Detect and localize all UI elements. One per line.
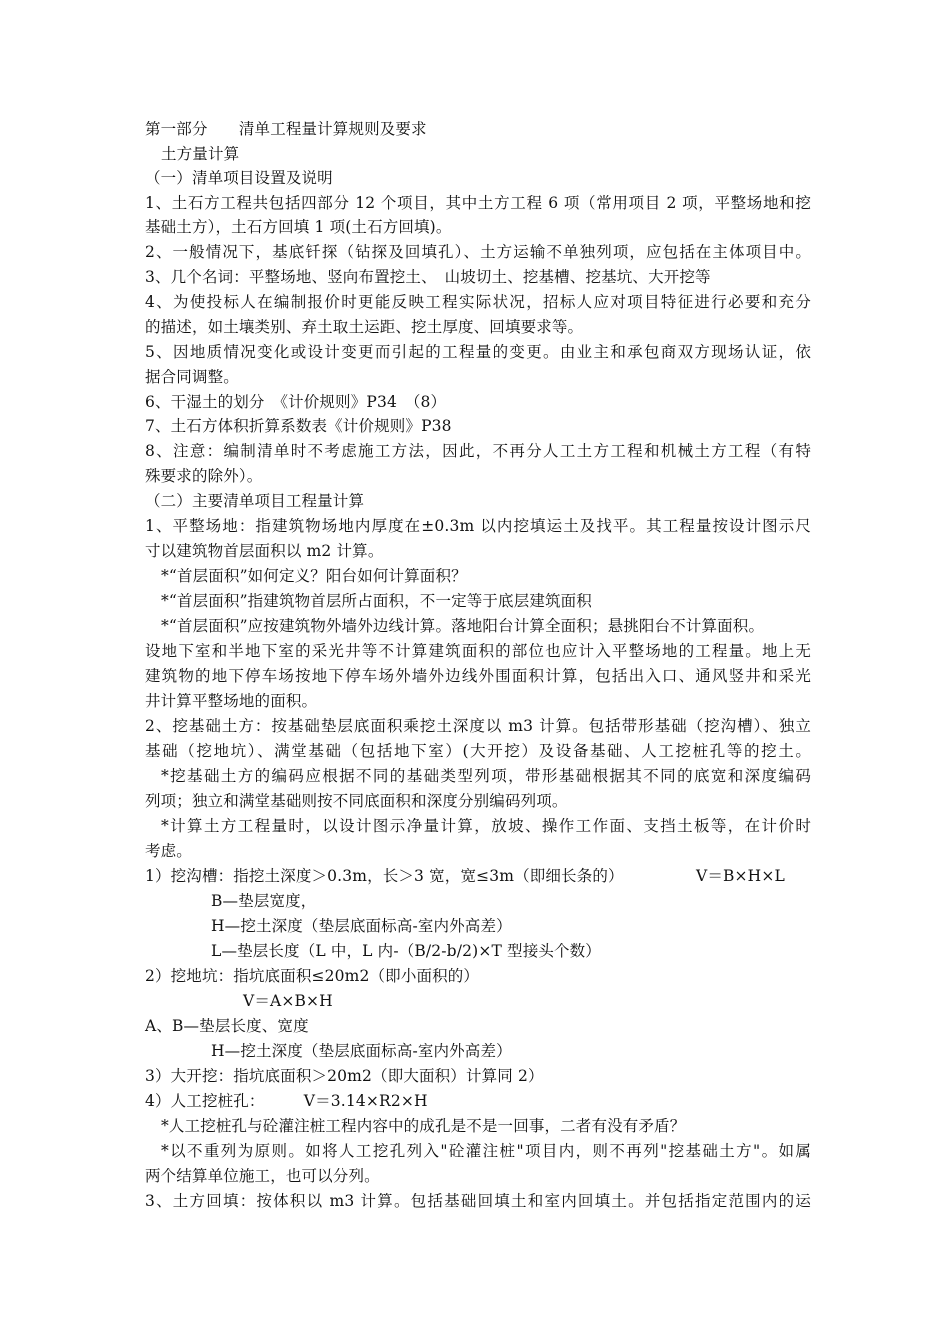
note-line: *“首层面积”应按建筑物外墙外边线计算。落地阳台计算全面积；悬挑阳台不计算面积。 bbox=[161, 617, 765, 635]
list-item: 3）大开挖：指坑底面积＞20m2（即大面积）计算同 2） bbox=[145, 1067, 544, 1085]
paragraph-line: 3、土方回填：按体积以 m3 计算。包括基础回填土和室内回填土。并包括指定范围内的运 bbox=[145, 1192, 811, 1210]
paragraph-line: 基础（挖地坑）、满堂基础（包括地下室）(大开挖）及设备基础、人工挖桩孔等的挖土。 bbox=[145, 742, 811, 760]
paragraph-line: 考虑。 bbox=[145, 842, 192, 860]
paragraph-line: 寸以建筑物首层面积以 m2 计算。 bbox=[145, 542, 384, 560]
definition-line: B—垫层宽度， bbox=[211, 892, 317, 910]
list-item: 4）人工挖桩孔： V＝3.14×R2×H bbox=[145, 1092, 428, 1110]
paragraph-line: 列项；独立和满堂基础则按不同底面积和深度分别编码列项。 bbox=[145, 792, 568, 810]
paragraph-line: 建筑物的地下停车场按地下停车场外墙外边线外围面积计算，包括出入口、通风竖井和采光 bbox=[145, 667, 811, 685]
note-line: *以不重列为原则。如将人工挖孔列入"砼灌注桩"项目内，则不再列"挖基础土方"。如属 bbox=[161, 1142, 811, 1160]
paragraph-line: 井计算平整场地的面积。 bbox=[145, 692, 318, 710]
paragraph-line: 2、一般情况下，基底钎探（钻探及回填孔）、土方运输不单独列项，应包括在主体项目中。 bbox=[145, 243, 811, 261]
definition-line: A、B—垫层长度、宽度 bbox=[145, 1017, 309, 1035]
paragraph-line: 2、挖基础土方：按基础垫层底面积乘挖土深度以 m3 计算。包括带形基础（挖沟槽）、独立 bbox=[145, 717, 811, 735]
note-line: *计算土方工程量时，以设计图示净量计算，放坡、操作工作面、支挡土板等，在计价时 bbox=[161, 817, 811, 835]
subsection-heading: （二）主要清单项目工程量计算 bbox=[145, 492, 365, 510]
definition-line: H—挖土深度（垫层底面标高-室内外高差） bbox=[211, 1042, 512, 1060]
list-item: 2）挖地坑：指坑底面积≤20m2（即小面积的） bbox=[145, 967, 480, 985]
paragraph-line: 1、土石方工程共包括四部分 12 个项目，其中土方工程 6 项（常用项目 2 项，平整场地和挖 bbox=[145, 194, 811, 212]
paragraph-line: 8、注意：编制清单时不考虑施工方法，因此，不再分人工土方工程和机械土方工程（有特 bbox=[145, 442, 811, 460]
paragraph-line: 据合同调整。 bbox=[145, 368, 239, 386]
paragraph-line: 设地下室和半地下室的采光井等不计算建筑面积的部位也应计入平整场地的工程量。地上无 bbox=[145, 642, 811, 660]
paragraph-line: 6、干湿土的划分 《计价规则》P34 （8） bbox=[145, 393, 447, 411]
paragraph-line: 5、因地质情况变化或设计变更而引起的工程量的变更。由业主和承包商双方现场认证，依 bbox=[145, 343, 811, 361]
note-line: *“首层面积”如何定义？阳台如何计算面积？ bbox=[161, 567, 467, 585]
subsection-heading: （一）清单项目设置及说明 bbox=[145, 169, 333, 187]
paragraph-line: 基础土方），土石方回填 1 项(土石方回填)。 bbox=[145, 218, 452, 236]
paragraph-line: 殊要求的除外）。 bbox=[145, 467, 263, 485]
formula: V＝B×H×L bbox=[696, 867, 785, 885]
list-item: 1）挖沟槽：指挖土深度＞0.3m，长＞3 宽，宽≤3m（即细长条的） bbox=[145, 867, 624, 885]
paragraph-line: 3、几个名词：平整场地、竖向布置挖土、 山坡切土、挖基槽、挖基坑、大开挖等 bbox=[145, 268, 711, 286]
definition-line: L—垫层长度（L 中，L 内-（B/2-b/2)×T 型接头个数） bbox=[211, 942, 601, 960]
note-line: *人工挖桩孔与砼灌注桩工程内容中的成孔是不是一回事，二者有没有矛盾？ bbox=[161, 1117, 686, 1135]
definition-line: H—挖土深度（垫层底面标高-室内外高差） bbox=[211, 917, 512, 935]
formula: V＝A×B×H bbox=[243, 992, 333, 1010]
section-heading: 土方量计算 bbox=[161, 145, 240, 163]
paragraph-line: 两个结算单位施工，也可以分列。 bbox=[145, 1167, 380, 1185]
note-line: *挖基础土方的编码应根据不同的基础类型列项，带形基础根据其不同的底宽和深度编码 bbox=[161, 767, 811, 785]
paragraph-line: 的描述，如土壤类别、弃土取土运距、挖土厚度、回填要求等。 bbox=[145, 318, 584, 336]
note-line: *“首层面积”指建筑物首层所占面积，不一定等于底层建筑面积 bbox=[161, 592, 592, 610]
part-heading: 第一部分 清单工程量计算规则及要求 bbox=[145, 120, 427, 138]
paragraph-line: 4、为使投标人在编制报价时更能反映工程实际状况，招标人应对项目特征进行必要和充分 bbox=[145, 293, 811, 311]
paragraph-line: 7、土石方体积折算系数表《计价规则》P38 bbox=[145, 417, 452, 435]
paragraph-line: 1、平整场地：指建筑物场地内厚度在±0.3m 以内挖填运土及找平。其工程量按设计图示尺 bbox=[145, 517, 811, 535]
